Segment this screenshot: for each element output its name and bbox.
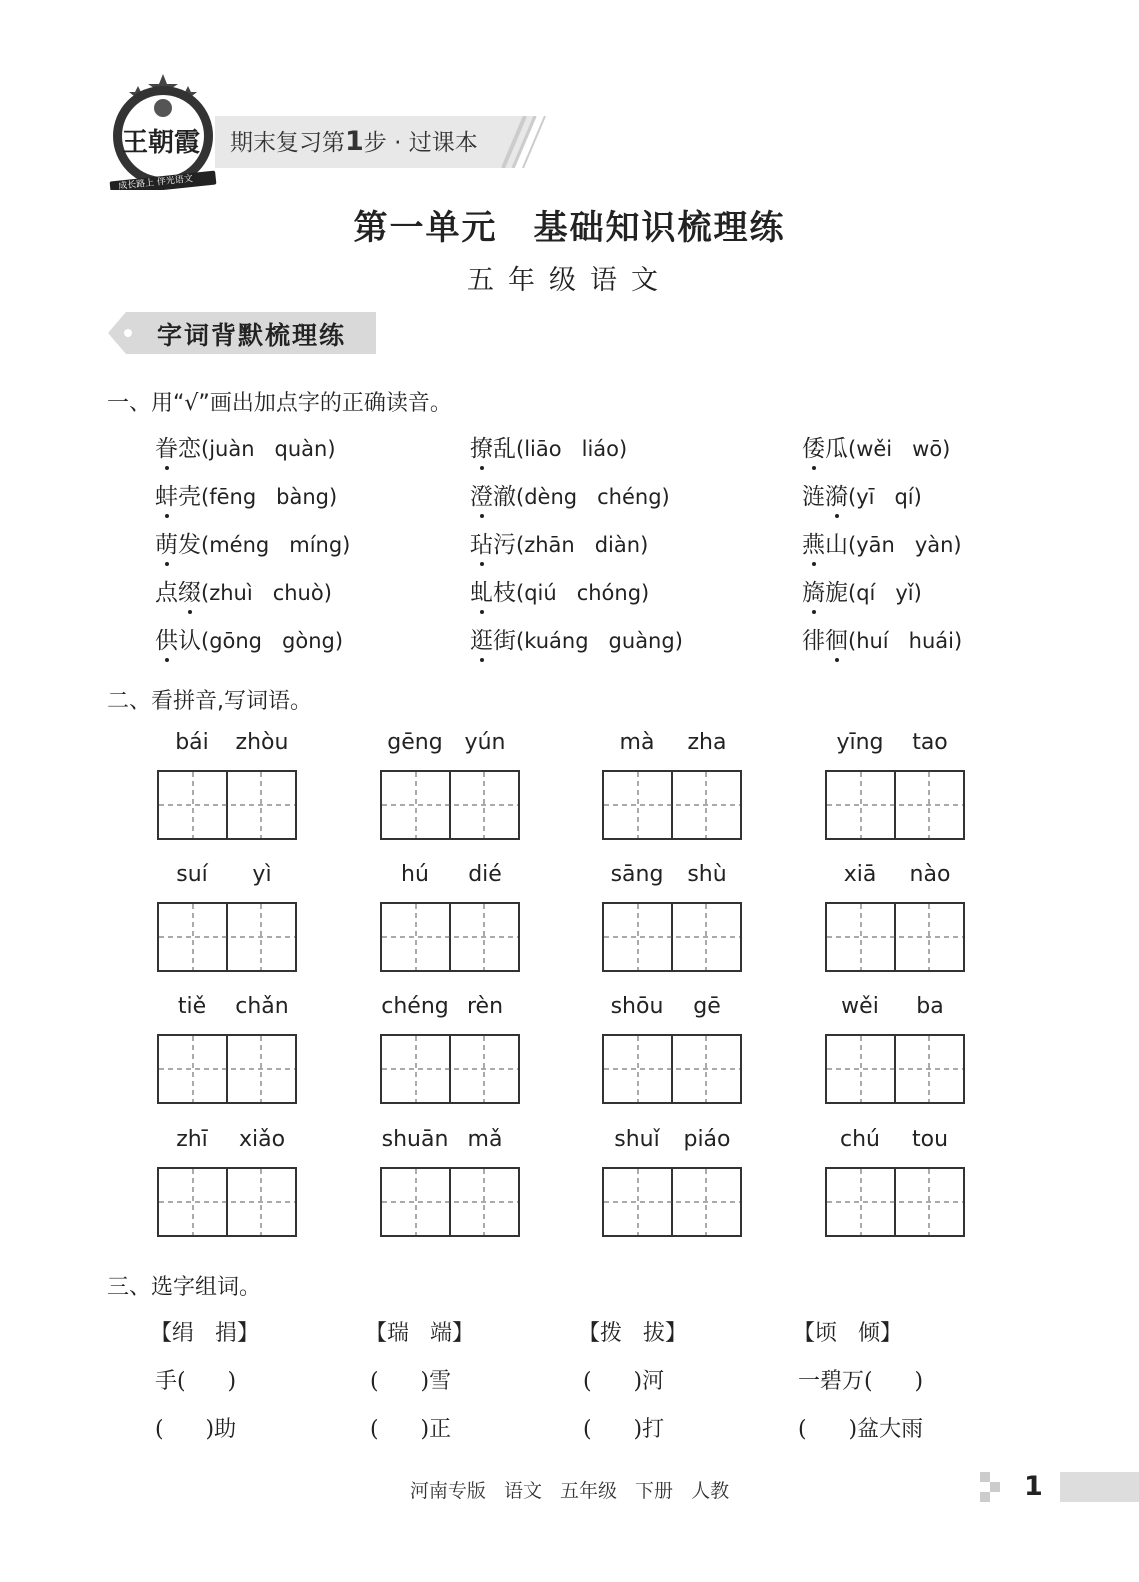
- pinyin-options: (juàn quàn): [201, 437, 336, 461]
- subtitle: 五年级语文: [467, 265, 672, 296]
- word-char: 点: [155, 580, 178, 606]
- pinyin-syllable: xiǎo: [238, 1127, 286, 1152]
- writing-grid[interactable]: [380, 1034, 520, 1104]
- word-char: 供: [155, 622, 178, 655]
- reading-item: [155, 430, 336, 463]
- word-char: 旖: [802, 574, 825, 607]
- section-label: 字词背默梳理练: [157, 321, 347, 350]
- word-char: 认: [178, 628, 201, 654]
- pinyin-syllable: gē: [693, 994, 721, 1019]
- pinyin-syllable: mǎ: [467, 1127, 503, 1152]
- pinyin-options: (qí yǐ): [848, 581, 922, 605]
- reading-item: [155, 478, 337, 511]
- pinyin-syllable: xiā: [843, 862, 877, 887]
- word-char: 旎: [825, 580, 848, 606]
- pinyin-syllable: yīng: [836, 730, 884, 755]
- fill-blank-word[interactable]: ( )打: [583, 1417, 665, 1442]
- fill-blank-word[interactable]: ( )助: [155, 1417, 237, 1442]
- pinyin-syllable: shuǐ: [614, 1127, 660, 1152]
- pinyin-syllable: yún: [464, 730, 506, 755]
- question-1-heading: 一、用“√”画出加点字的正确读音。: [107, 391, 452, 416]
- pinyin-options: (wěi wō): [848, 437, 951, 461]
- pinyin-options: (liāo liáo): [516, 437, 628, 461]
- reading-item: [155, 574, 332, 607]
- pinyin-syllable: gēng: [387, 730, 443, 755]
- word-char: 缀: [178, 574, 201, 607]
- pinyin-syllable: mà: [619, 730, 655, 755]
- pinyin-syllable: wěi: [841, 994, 879, 1019]
- banner-title: [230, 124, 478, 157]
- page-title: [0, 200, 1139, 249]
- fill-blank-word[interactable]: ( )正: [370, 1417, 452, 1442]
- writing-grid[interactable]: [602, 902, 742, 972]
- fill-blank-word[interactable]: ( )雪: [370, 1369, 452, 1394]
- pinyin-options: (dèng chéng): [516, 485, 670, 509]
- writing-grid[interactable]: [157, 1034, 297, 1104]
- word-char: 漪: [825, 478, 848, 511]
- word-char: 虬: [470, 574, 493, 607]
- writing-grid[interactable]: [380, 1167, 520, 1237]
- fill-blank-word[interactable]: ( )盆大雨: [798, 1417, 924, 1442]
- character-choice: 【绢 捐】: [150, 1321, 259, 1346]
- writing-grid[interactable]: [825, 902, 965, 972]
- writing-grid[interactable]: [825, 1167, 965, 1237]
- word-char: 山: [825, 532, 848, 558]
- reading-item: [470, 478, 670, 511]
- reading-item: [155, 526, 350, 559]
- pinyin-syllable: ba: [916, 994, 944, 1019]
- pinyin-syllable: bái: [175, 730, 209, 755]
- writing-grid[interactable]: [602, 1034, 742, 1104]
- pinyin-options: (huí huái): [848, 629, 963, 653]
- word-char: 污: [493, 532, 516, 558]
- pinyin-options: (zhān diàn): [516, 533, 649, 557]
- reading-item: [802, 526, 962, 559]
- word-char: 澄: [470, 478, 493, 511]
- fill-blank-word[interactable]: ( )河: [583, 1369, 665, 1394]
- character-choice: 【瑞 端】: [365, 1321, 474, 1346]
- word-char: 萌: [155, 526, 178, 559]
- reading-item: [470, 430, 627, 463]
- pinyin-syllable: tiě: [177, 994, 207, 1019]
- word-char: 燕: [802, 526, 825, 559]
- logo-motto: 成长路上 伴光语文: [117, 174, 194, 192]
- writing-grid[interactable]: [157, 1167, 297, 1237]
- word-char: 蚌: [155, 478, 178, 511]
- pinyin-syllable: hú: [401, 862, 429, 887]
- pinyin-options: (méng míng): [201, 533, 351, 557]
- reading-item: [802, 430, 950, 463]
- pinyin-syllable: shuān: [381, 1127, 449, 1152]
- page-number: 1: [1024, 1471, 1043, 1502]
- writing-grid[interactable]: [157, 770, 297, 840]
- word-char: 街: [493, 628, 516, 654]
- word-char: 恋: [178, 436, 201, 462]
- word-char: 涟: [802, 484, 825, 510]
- question-2-heading: 二、看拼音,写词语。: [107, 689, 312, 714]
- pinyin-syllable: zha: [687, 730, 727, 755]
- pinyin-syllable: chú: [840, 1127, 880, 1152]
- character-choice: 【顷 倾】: [793, 1321, 902, 1346]
- pinyin-syllable: sāng: [610, 862, 664, 887]
- writing-grid[interactable]: [157, 902, 297, 972]
- writing-grid[interactable]: [380, 770, 520, 840]
- pinyin-options: (zhuì chuò): [201, 581, 332, 605]
- question-3-heading: 三、选字组词。: [107, 1275, 262, 1300]
- writing-grid[interactable]: [380, 902, 520, 972]
- pinyin-syllable: chǎn: [235, 994, 289, 1019]
- word-char: 眷: [155, 430, 178, 463]
- reading-item: [155, 622, 343, 655]
- word-char: 徘: [802, 628, 825, 654]
- word-char: 发: [178, 532, 201, 558]
- pinyin-syllable: suí: [176, 862, 208, 887]
- pinyin-options: (kuáng guàng): [516, 629, 683, 653]
- character-choice: 【拨 拔】: [578, 1321, 687, 1346]
- word-char: 撩: [470, 430, 493, 463]
- pinyin-syllable: dié: [468, 862, 502, 887]
- word-char: 乱: [493, 436, 516, 462]
- writing-grid[interactable]: [825, 770, 965, 840]
- banner-prefix: 期末复习第: [230, 130, 345, 156]
- pinyin-syllable: nào: [909, 862, 951, 887]
- reading-item: [802, 622, 962, 655]
- pinyin-options: (yān yàn): [848, 533, 962, 557]
- pinyin-syllable: shù: [687, 862, 727, 887]
- logo-name: 王朝霞: [122, 128, 201, 158]
- writing-grid[interactable]: [602, 1167, 742, 1237]
- banner-suffix: 步 · 过课本: [363, 130, 478, 156]
- pinyin-syllable: tou: [911, 1127, 949, 1152]
- pinyin-syllable: chéng: [381, 994, 449, 1019]
- pinyin-syllable: tao: [912, 730, 948, 755]
- pinyin-syllable: yì: [252, 862, 272, 887]
- pinyin-syllable: rèn: [466, 994, 504, 1019]
- pinyin-syllable: piáo: [683, 1127, 731, 1152]
- reading-item: [470, 622, 683, 655]
- fill-blank-word[interactable]: 一碧万( ): [798, 1369, 924, 1394]
- unit-title: 第一单元: [353, 208, 498, 248]
- pinyin-syllable: shōu: [610, 994, 664, 1019]
- word-char: 枝: [493, 580, 516, 606]
- footer-info: 河南专版 语文 五年级 下册 人教: [409, 1480, 730, 1502]
- reading-item: [470, 574, 649, 607]
- word-char: 壳: [178, 484, 201, 510]
- word-char: 逛: [470, 622, 493, 655]
- fill-blank-word[interactable]: 手( ): [155, 1369, 237, 1394]
- pinyin-options: (gōng gòng): [201, 629, 344, 653]
- reading-item: [470, 526, 648, 559]
- reading-item: [802, 478, 922, 511]
- writing-grid[interactable]: [602, 770, 742, 840]
- word-char: 瓜: [825, 436, 848, 462]
- reading-item: [802, 574, 922, 607]
- pinyin-options: (qiú chóng): [516, 581, 650, 605]
- page-number-decoration: [980, 1472, 1139, 1506]
- pinyin-options: (fēng bàng): [201, 485, 338, 509]
- banner-step-number: 1: [345, 126, 364, 157]
- word-char: 澈: [493, 484, 516, 510]
- pinyin-options: (yī qí): [848, 485, 922, 509]
- pinyin-syllable: zhī: [176, 1127, 208, 1152]
- exercise-title: 基础知识梳理练: [533, 208, 786, 248]
- publisher-logo: [108, 72, 218, 190]
- pinyin-syllable: zhòu: [235, 730, 289, 755]
- writing-grid[interactable]: [825, 1034, 965, 1104]
- word-char: 玷: [470, 526, 493, 559]
- word-char: 徊: [825, 622, 848, 655]
- word-char: 倭: [802, 430, 825, 463]
